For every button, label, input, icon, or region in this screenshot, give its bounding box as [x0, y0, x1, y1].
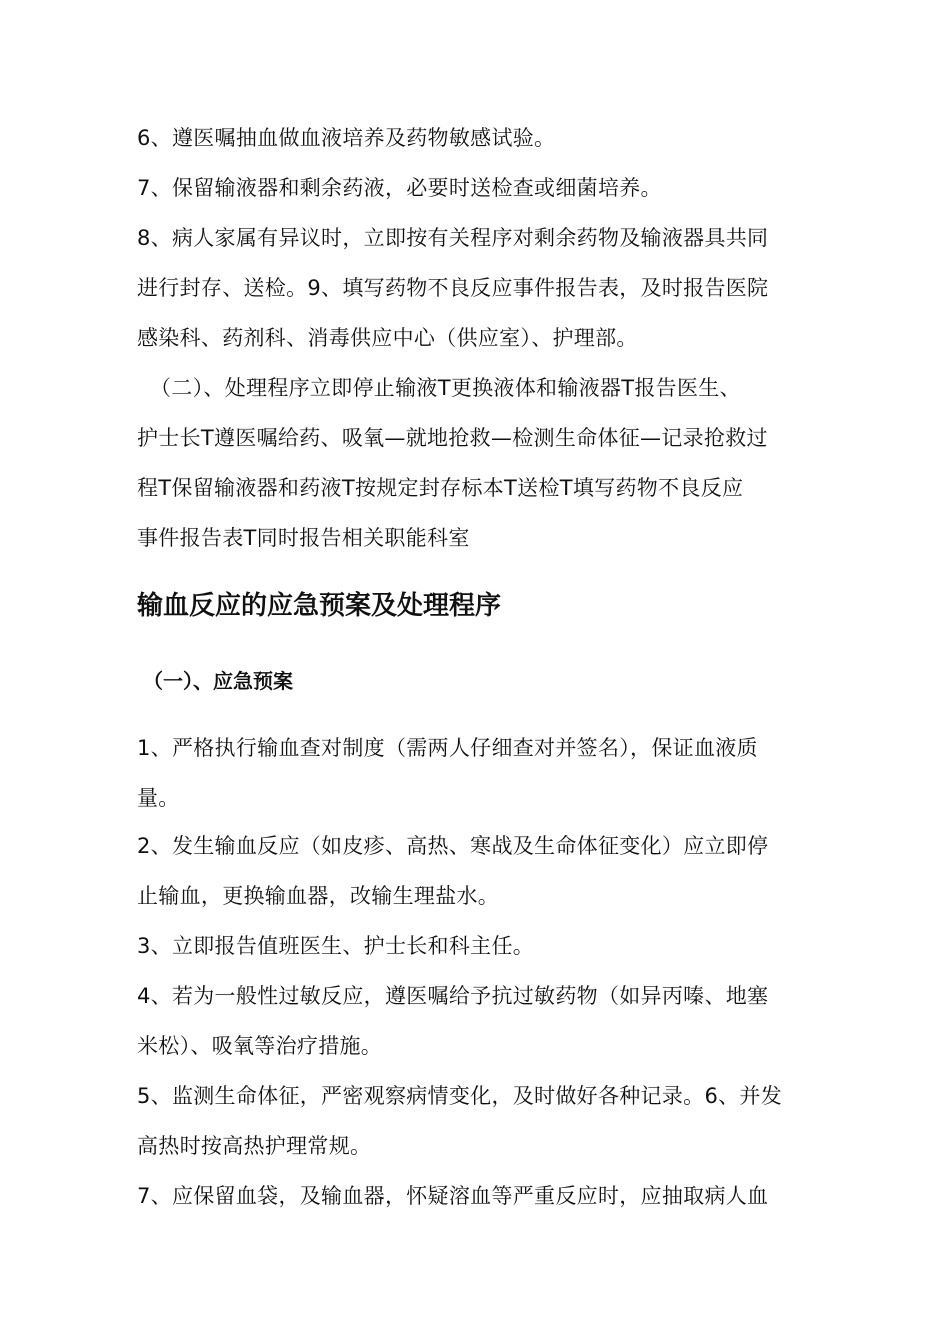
text-line: （二）、处理程序立即停止输液T更换液体和输液器T报告医生、 — [150, 376, 741, 400]
text-line: 量。 — [137, 786, 180, 810]
text-line: 米松）、吸氧等治疗措施。 — [137, 1034, 383, 1058]
text-line: 4、若为一般性过敏反应，遵医嘱给予抗过敏药物（如异丙嗪、地塞 — [137, 984, 769, 1008]
text-line: 进行封存、送检。9、填写药物不良反应事件报告表，及时报告医院 — [137, 276, 769, 300]
text-line: 2、发生输血反应（如皮疹、高热、寒战及生命体征变化）应立即停 — [137, 834, 769, 858]
text-line: 6、遵医嘱抽血做血液培养及药物敏感试验。 — [137, 126, 556, 150]
text-line: 3、立即报告值班医生、护士长和科主任。 — [137, 934, 535, 958]
text-line: 1、严格执行输血查对制度（需两人仔细查对并签名），保证血液质 — [137, 736, 758, 760]
text-line: 事件报告表T同时报告相关职能科室 — [137, 526, 470, 550]
section-title: 输血反应的应急预案及处理程序 — [137, 591, 502, 621]
text-line: 8、病人家属有异议时，立即按有关程序对剩余药物及输液器具共同 — [137, 226, 769, 250]
text-line: 感染科、药剂科、消毒供应中心（供应室）、护理部。 — [137, 326, 638, 350]
text-line: 止输血，更换输血器，改输生理盐水。 — [137, 884, 500, 908]
section-subtitle: （一）、应急预案 — [143, 669, 293, 693]
text-line: 程T保留输液器和药液T按规定封存标本T送检T填写药物不良反应 — [137, 476, 744, 500]
text-line: 高热时按高热护理常规。 — [137, 1134, 372, 1158]
text-line: 5、监测生命体征，严密观察病情变化，及时做好各种记录。6、并发 — [137, 1084, 783, 1108]
text-line: 7、应保留血袋，及输血器，怀疑溶血等严重反应时，应抽取病人血 — [137, 1184, 769, 1208]
text-line: 护士长T遵医嘱给药、吸氧—就地抢救—检测生命体征—记录抢救过 — [137, 426, 768, 450]
text-line: 7、保留输液器和剩余药液，必要时送检查或细菌培养。 — [137, 176, 662, 200]
